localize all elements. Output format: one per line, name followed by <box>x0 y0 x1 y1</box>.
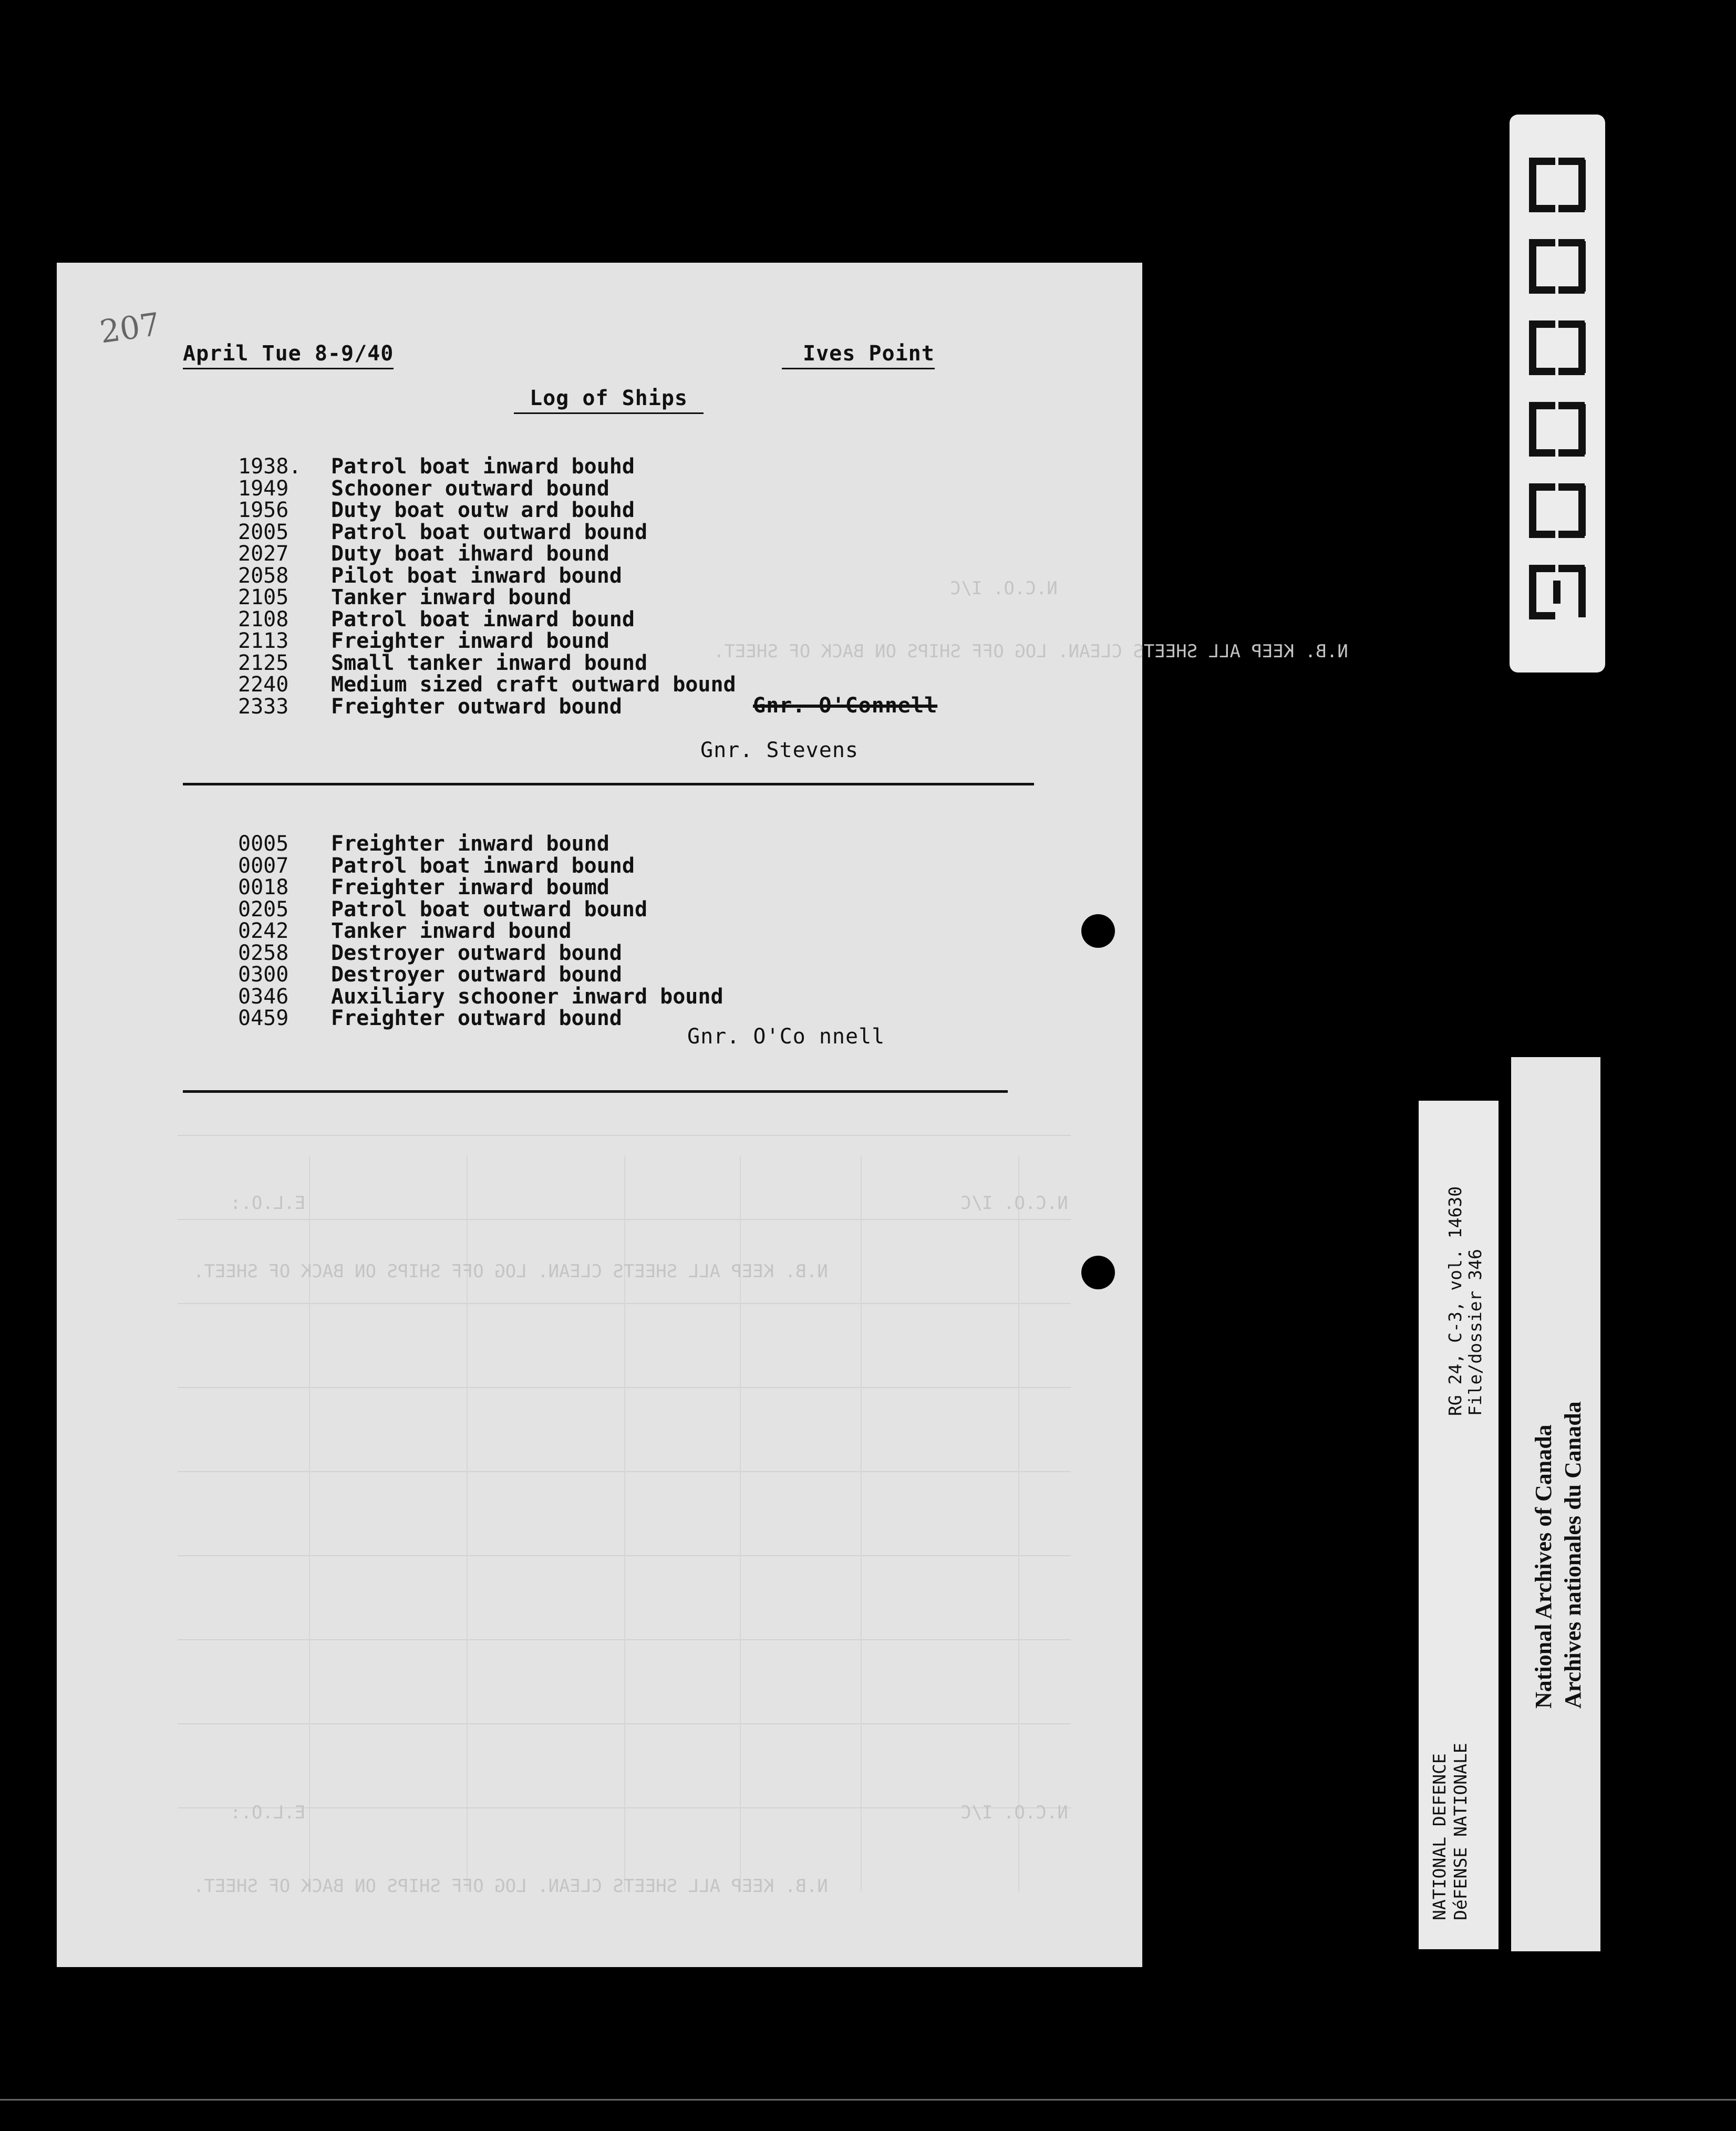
bleed-keep-clean: N.B. KEEP ALL SHEETS CLEAN. LOG OFF SHIPS ON BACK OF SHEET. <box>193 1876 828 1897</box>
entry-description: Tanker inward bound <box>331 919 572 943</box>
entry-description: Duty boat outw ard bouhd <box>331 498 635 522</box>
institution-en: National Archives of Canada <box>1531 1424 1556 1709</box>
entry-description: Freighter inward bound <box>331 629 609 653</box>
signature-oconnell: Gnr. O'Co nnell <box>687 1025 885 1049</box>
entry-description: Pilot boat inward bound <box>331 563 622 588</box>
frame-digit <box>1524 397 1591 462</box>
form-grid-line <box>861 1156 862 1891</box>
log-sheet <box>57 263 1348 1967</box>
station-name: Ives Point <box>782 342 935 369</box>
archive-label <box>1511 1057 1600 1951</box>
frame-digit <box>1524 152 1591 218</box>
entry-description: Small tanker inward bound <box>331 650 648 675</box>
entry-time: 2105 <box>238 585 289 609</box>
entry-description: Medium sized craft outward bound <box>331 673 736 697</box>
form-grid-line <box>178 1135 1071 1136</box>
entry-description: Freighter inward bound <box>331 832 609 856</box>
entry-description: Destroyer outward bound <box>331 940 622 965</box>
entry-description: Patrol boat outward bound <box>331 520 648 544</box>
entry-description: Patrol boat inward bound <box>331 607 635 632</box>
entry-time: 0242 <box>238 919 289 943</box>
entry-time: 0300 <box>238 963 289 987</box>
log-date: April Tue 8-9/40 <box>183 342 394 369</box>
entry-time: 2108 <box>238 607 289 632</box>
signature-stevens: Gnr. Stevens <box>700 738 859 762</box>
log-title: Log of Ships <box>514 386 704 414</box>
bleed-elo: E.L.O.: <box>230 1193 306 1214</box>
reference-file: File/dossier 346 <box>1465 1249 1485 1416</box>
bleed-elo: E.L.O.: <box>230 1802 306 1823</box>
form-grid-line <box>1018 1156 1019 1891</box>
section-divider <box>183 1090 1008 1093</box>
struck-signature: Gnr. O'Connell <box>753 694 938 718</box>
entry-time: 2125 <box>238 650 289 675</box>
frame-digit <box>1524 560 1591 625</box>
frame-digit <box>1524 478 1591 543</box>
entry-description: Duty boat ihward bound <box>331 542 609 566</box>
bleed-nco: N.C.O. I/C <box>960 1193 1068 1214</box>
entry-description: Destroyer outward bound <box>331 963 622 987</box>
frame-edge-line <box>0 2099 1736 2101</box>
entry-description: Tanker inward bound <box>331 585 572 609</box>
entry-time: 2333 <box>238 694 289 719</box>
punch-hole <box>1081 1256 1115 1289</box>
entry-description: Patrol boat inward bouhd <box>331 454 635 479</box>
entry-time: 1938. <box>238 454 302 479</box>
reference-label <box>1419 1101 1499 1949</box>
entry-time: 2005 <box>238 520 289 544</box>
pen-annotation: 207 <box>97 306 162 351</box>
entry-description: Freighter inward boumd <box>331 875 609 899</box>
entry-time: 0346 <box>238 984 289 1009</box>
entry-description: Freighter outward bound <box>331 694 622 719</box>
dept-fr: DéFENSE NATIONALE <box>1450 1743 1471 1920</box>
entry-time: 0007 <box>238 853 289 878</box>
dept-en: NATIONAL DEFENCE <box>1429 1753 1450 1920</box>
reference-number: RG 24, C-3, vol. 14630 <box>1445 1186 1465 1416</box>
entry-description: Schooner outward bound <box>331 476 609 501</box>
entry-description: Freighter outward bound <box>331 1006 622 1030</box>
entry-time: 1949 <box>238 476 289 501</box>
entry-time: 2113 <box>238 629 289 653</box>
section-divider <box>183 783 1034 785</box>
entry-time: 0005 <box>238 832 289 856</box>
entry-description: Patrol boat outward bound <box>331 897 648 922</box>
entry-time: 0205 <box>238 897 289 922</box>
punch-hole <box>1081 914 1115 948</box>
institution-fr: Archives nationales du Canada <box>1560 1401 1586 1709</box>
entry-description: Patrol boat inward bound <box>331 853 635 878</box>
frame-digit <box>1524 234 1591 299</box>
entry-time: 2058 <box>238 563 289 588</box>
entry-description: Auxiliary schooner inward bound <box>331 984 724 1009</box>
bleed-nco: N.C.O. I/C <box>960 1802 1068 1823</box>
entry-time: 2240 <box>238 673 289 697</box>
entry-time: 0459 <box>238 1006 289 1030</box>
entry-time: 1956 <box>238 498 289 522</box>
entry-time: 0018 <box>238 875 289 899</box>
bleed-keep-clean: N.B. KEEP ALL SHEETS CLEAN. LOG OFF SHIPS ON BACK OF SHEET. <box>193 1261 828 1282</box>
entry-time: 2027 <box>238 542 289 566</box>
bleed-nco: N.C.O. I/C <box>950 578 1058 599</box>
frame-digit <box>1524 315 1591 380</box>
bleed-keep-clean: N.B. KEEP ALL SHEETS CLEAN. LOG OFF SHIPS ON BACK OF SHEET. <box>714 641 1348 662</box>
entry-time: 0258 <box>238 940 289 965</box>
